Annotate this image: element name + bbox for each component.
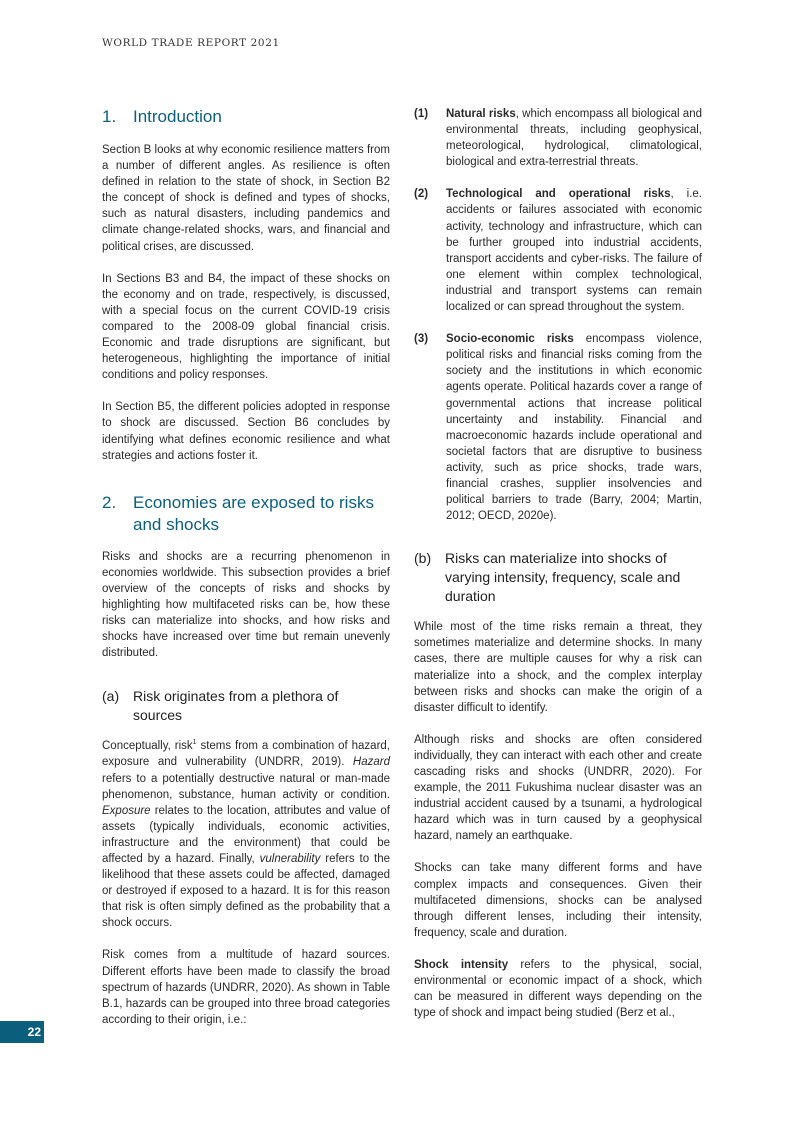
paragraph: Risks and shocks are a recurring phenomenon in economies worldwide. This subsection provides a brief overview of the concepts of risks and shocks by highlighting how multifaceted risks can be, how these risks can materialize into shocks, and how risks and shocks have increased over time but remain unevenly distributed. xyxy=(102,550,390,660)
term-vulnerability: vulnerability xyxy=(259,853,321,865)
subsection-number: (b) xyxy=(414,550,432,567)
text-run: stems from a combination of hazard, exposure and vulnerability (UNDRR, 2019). xyxy=(102,740,390,769)
list-item-text xyxy=(446,106,702,170)
section-number: 2. xyxy=(102,492,117,512)
left-column xyxy=(102,106,390,1028)
list-number: (1) xyxy=(414,108,429,120)
section-title: Economies are exposed to risks and shocks xyxy=(133,492,374,534)
text-run: , i.e. accidents or failures associated with economic activity, technology and infrastructure, which can be further grouped into industrial accidents, transport accidents and cyber-risks. The failure of one element within complex technological, industrial and transport systems can remain localized or can spread throughout the system. xyxy=(446,188,702,314)
list-item-text xyxy=(446,331,702,524)
section-title: Introduction xyxy=(133,107,222,126)
term-hazard: Hazard xyxy=(352,756,390,769)
running-head: WORLD TRADE REPORT 2021 xyxy=(102,37,280,49)
subsection-heading-b xyxy=(414,549,702,606)
text-run: refers to the likelihood that these assets could be affected, damaged or destroyed if exposed to a hazard. It is for this reason that risk is often simply defined as the probability that a shock occurs. xyxy=(102,853,390,930)
risk-list-item xyxy=(414,106,702,170)
text-run: refers to the physical, social, environmental or economic impact of a shock, which can be measured in different ways depending on the type of shock and impact being studied (Berz et al., xyxy=(414,958,702,1020)
paragraph: Section B looks at why economic resilience matters from a number of different angles. As resilience is often defined in relation to the state of shock, in Section B2 the concept of shock is defined and types of shocks, such as natural disasters, including pandemics and climate change-related shocks, wars, and financial and political crises, are discussed. xyxy=(102,144,390,253)
risk-list-item xyxy=(414,186,702,315)
right-column xyxy=(414,106,702,1021)
subsection-title: Risks can materialize into shocks of varying intensity, frequency, scale and duration xyxy=(445,550,681,605)
subsection-title: Risk originates from a plethora of sources xyxy=(133,688,339,724)
risk-list-item xyxy=(414,331,702,524)
text-run: Conceptually, risk xyxy=(102,740,193,753)
text-run: relates to the location, attributes and value of assets (typically individuals, economic activities, infrastructure and the environment) that could be affected by a hazard. Finally, xyxy=(102,804,390,865)
section-number: 1. xyxy=(102,107,117,126)
subsection-number: (a) xyxy=(102,688,120,705)
footnote-marker: 1 xyxy=(192,739,197,747)
term-shock-intensity: Shock intensity xyxy=(414,958,509,971)
list-item-term: Natural risks xyxy=(446,108,516,120)
paragraph: Although risks and shocks are often considered individually, they can interact with each other and create cascading risks and shocks (UNDRR, 2020). For example, the 2011 Fukushima nuclear disaster was an industrial accident caused by a tsunami, a hydrological hazard which was in turn caused by a geophysical hazard, namely an earthquake. xyxy=(414,733,702,843)
section-heading-economies xyxy=(102,492,390,536)
text-run: , which encompass all biological and environmental threats, including geophysical, meteorological, hydrological, climatological, biological and extra-terrestrial threats. xyxy=(446,108,702,169)
section-heading-introduction xyxy=(102,106,390,128)
list-item-text xyxy=(446,186,702,315)
list-item-term: Technological and operational risks xyxy=(446,188,671,201)
paragraph: In Section B5, the different policies adopted in response to shock are discussed. Section B6 concludes by identifying what defines economic resilience and what strategies and actions foster it. xyxy=(102,401,390,462)
text-run: refers to a potentially destructive natural or man-made phenomenon, substance, human activity or condition. xyxy=(102,772,390,801)
paragraph-risk-definition xyxy=(102,738,390,931)
text-run: encompass violence, political risks and financial risks coming from the society and the institutions in which economic agents operate. Political hazards cover a range of governmental actions that increase political uncertainty and instability. Financial and macroeconomic hazards include operational and societal factors that are disruptive to business activity, such as price shocks, trade wars, financial crashes, supplier insolvencies and political barriers to trade (Barry, 2004; Martin, 2012; OECD, 2020e). xyxy=(446,333,702,523)
term-exposure: Exposure xyxy=(102,804,151,817)
paragraph-shock-intensity xyxy=(414,957,702,1021)
list-number: (2) xyxy=(414,188,429,201)
paragraph: In Sections B3 and B4, the impact of these shocks on the economy and on trade, respectively, is discussed, with a special focus on the current COVID-19 crisis compared to the 2008-09 global financial crisis. Economic and trade disruptions are significant, but heterogeneous, highlighting the importance of initial conditions and policy responses. xyxy=(102,272,390,382)
list-number: (3) xyxy=(414,333,429,346)
paragraph: While most of the time risks remain a threat, they sometimes materialize and determine shocks. In many cases, there are multiple causes for why a risk can materialize into a shock, and the complex interplay between risks and shocks can make the origin of a disaster difficult to identify. xyxy=(414,621,702,714)
list-item-term: Socio-economic risks xyxy=(446,333,574,346)
paragraph: Risk comes from a multitude of hazard sources. Different efforts have been made to classify the broad spectrum of hazards (UNDRR, 2020). As shown in Table B.1, hazards can be grouped into three broad categories according to their origin, i.e.: xyxy=(102,949,390,1026)
paragraph: Shocks can take many different forms and have complex impacts and consequences. Given their multifaceted dimensions, shocks can be analysed through different lenses, including their intensity, frequency, scale and duration. xyxy=(414,862,702,939)
subsection-heading-a xyxy=(102,687,390,725)
page-number-tab: 22 xyxy=(0,1021,44,1043)
